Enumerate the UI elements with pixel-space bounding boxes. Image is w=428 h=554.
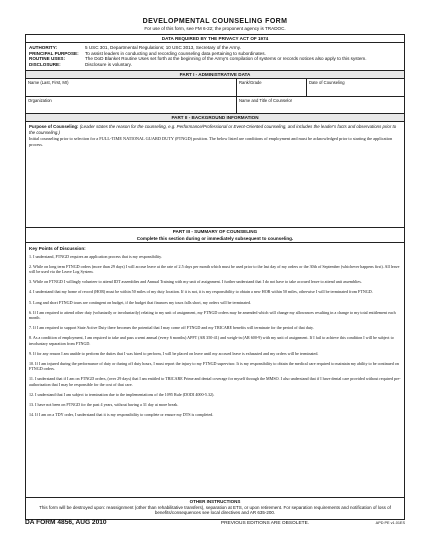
summary-paragraph: 2. While on long term FTNGD orders (more than 29 days) I will accrue leave at the rate of 2.5 days per month which must be used prior to the last day of my orders or the 30th of September (whichever happens first). All leave will be used via the Leave Log System. — [29, 263, 400, 274]
form-title: DEVELOPMENTAL COUNSELING FORM — [142, 18, 288, 25]
key-points-label: Key Points of Discussion: — [29, 246, 86, 252]
part3-subheader: Complete this section during or immediately subsequent to counseling. — [26, 235, 404, 243]
other-instructions — [26, 497, 404, 518]
part1-header: PART I - ADMINISTRATIVE DATA — [26, 70, 404, 79]
organization-label: Organization — [28, 98, 52, 104]
privacy-key: DISCLOSURE: — [29, 61, 61, 67]
privacy-act-block — [26, 43, 404, 70]
apd-version: APD PE v1.01ES — [375, 521, 405, 525]
part2-header: PART II - BACKGROUND INFORMATION — [26, 113, 404, 122]
summary-paragraph: 14. If I am on a TDY order, I understand that it is my responsibility to complete or ensure my DTS is completed. — [29, 412, 214, 418]
other-instructions-header: OTHER INSTRUCTIONS — [189, 499, 241, 505]
privacy-value: 5 USC 301, Departmental Regulations; 10 USC 3013, Secretary of the Army. — [85, 45, 241, 50]
form-number: DA FORM 4856, AUG 2010 — [25, 519, 107, 526]
other-instructions-text: This form will be destroyed upon: reassignment (other than rehabilitative transfers), separation at ETS, or upon retirement. For separation requirements and notification of loss of benefits/consequences see local directives and AR 635-200. — [39, 504, 391, 516]
previous-editions-note: PREVIOUS EDITIONS ARE OBSOLETE. — [220, 521, 310, 526]
counselor-label: Name and Title of Counselor — [239, 98, 293, 104]
purpose-label: Purpose of Counseling: — [29, 124, 79, 130]
admin-row-2 — [26, 96, 404, 113]
summary-paragraph: 7. If I am required to support State Active Duty there becomes the potential that I may come off FTNGD and my TRICARE benefits will terminate for the period of that duty. — [29, 325, 314, 331]
counselor-field[interactable] — [236, 97, 404, 113]
privacy-value: To assist leaders in conducting and recording counseling data pertaining to subordinates. — [85, 50, 266, 56]
summary-paragraph: 12. I understand that I am subject to termination due to the implementations of the 1095 Rule (DODI 4000-5.32). — [29, 391, 215, 397]
rank-field[interactable] — [236, 79, 306, 96]
summary-paragraph: 4. I understand that my home of record (HOR) must be within 50 miles of my duty location. If it is not, it is my responsibility to obtain a new HOR within 50 miles, otherwise I will be terminated from FTNGD. — [29, 289, 373, 295]
summary-text-area[interactable] — [26, 243, 404, 497]
summary-paragraph: 6. If I am required to attend other duty (voluntarily or involuntarily) relating to my unit of assignment, my FTNGD orders may be amended which will change my allowances resulting in a change to my total entitlement each month. — [29, 309, 396, 320]
form-body — [25, 34, 405, 520]
summary-paragraph: 8. As a condition of employment, I am required to take and pass a semi annual (every 6 months) APFT (AR 350-41) and weigh-in (AR 600-9) with my unit of assignment. If I fail to achieve this condition I will be subject to involuntary separation from FTNGD. — [29, 335, 394, 346]
privacy-row-disclosure — [29, 62, 401, 68]
organization-field[interactable] — [26, 97, 236, 113]
rank-label: Rank/Grade — [239, 80, 262, 86]
summary-paragraph: 1. I understand, FTNGD requires an application process that is my responsibility. — [29, 253, 162, 259]
purpose-instruction: (Leader states the reason for the counseling, e.g. Performance/Professional or Event-Oriented counseling, and includes the leader's facts and observations prior to the counseling.) — [29, 124, 397, 135]
date-field[interactable] — [306, 79, 404, 96]
background-text-area[interactable] — [26, 122, 404, 227]
summary-paragraph: 11. I understand that if I am on FTNGD orders, (over 29 days) that I am entitled to TRICARE Prime and dental coverage for myself through the MMSO. I also understand that if I have dental care provided without required pre-authorization that I may be responsible for the cost of that care. — [29, 376, 401, 387]
part3-header: PART III - SUMMARY OF COUNSELING — [26, 227, 404, 235]
admin-row-1 — [26, 79, 404, 96]
summary-paragraph: 13. I have not been on FTNGD for the past 4 years, without having a 31 day at more break. — [29, 402, 179, 408]
purpose-text: Initial counseling prior to selection for a FULL-TIME NATIONAL GUARD DUTY (FTNGD) position. The below listed are conditions of employment and must be acknowledged prior to starting the application process. — [29, 136, 393, 147]
summary-paragraph: 10. If I am injured during the performance of duty or during off duty hours, I must report the injury to my FTNGD supervisor. It is my responsibility to obtain the medical care required to maintain my ability to be continued on FTNGD orders. — [29, 361, 399, 372]
privacy-act-header: DATA REQUIRED BY THE PRIVACY ACT OF 1974 — [26, 35, 404, 43]
counseling-form — [25, 18, 405, 520]
summary-paragraph: 5. Long and short FTNGD tours are contingent on budget, if the budget that finances my tours falls short, my orders will be terminated. — [29, 299, 252, 305]
privacy-value: Disclosure is voluntary. — [85, 61, 132, 67]
summary-paragraph: 9. If for any reason I am unable to perform the duties that I was hired to perform, I will be placed on leave until my accrued leave is exhausted and my orders will be terminated. — [29, 350, 319, 356]
date-label: Date of Counseling — [309, 80, 345, 86]
name-label: Name (Last, First, MI) — [28, 80, 69, 86]
privacy-key: AUTHORITY: — [29, 45, 57, 50]
privacy-key: PRINCIPAL PURPOSE: — [29, 50, 79, 56]
form-subtitle: For use of this form, see FM 6-22; the proponent agency is TRADOC. — [144, 26, 286, 31]
name-field[interactable] — [26, 79, 236, 96]
privacy-value: The DoD Blanket Routine Uses set forth at the beginning of the Army's compilation of systems or records notices also apply to this system. — [85, 56, 367, 62]
privacy-key: ROUTINE USES: — [29, 56, 65, 62]
summary-paragraph: 3. While on FTNGD I willingly volunteer to attend IDT assemblies and Annual Training with my unit of assignment. I further understand that I do not have to take accrued leave to attend unit assemblies. — [29, 279, 362, 285]
form-footer — [25, 519, 405, 526]
